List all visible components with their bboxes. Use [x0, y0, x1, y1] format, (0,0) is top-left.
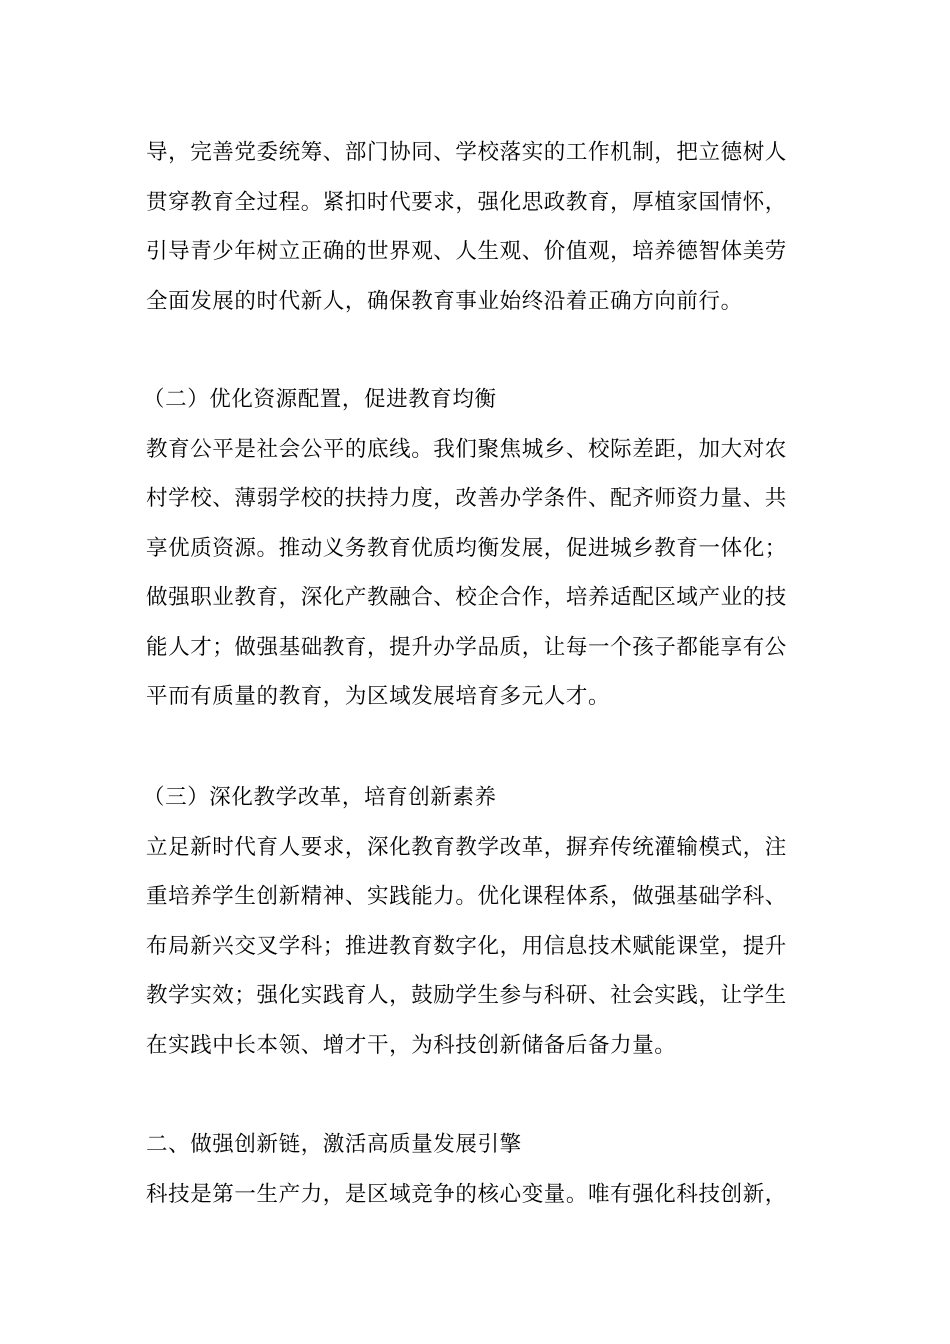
paragraph-line: 村学校、薄弱学校的扶持力度，改善办学条件、配齐师资力量、共	[146, 486, 787, 511]
section-resource-allocation	[143, 375, 816, 722]
paragraph-line: 全面发展的时代新人，确保教育事业始终沿着正确方向前行。	[146, 288, 743, 314]
chapter-innovation-chain	[146, 1120, 816, 1219]
paragraph-education-mechanism	[146, 128, 816, 326]
paragraph-line: 享优质资源。推动义务教育优质均衡发展，促进城乡教育一体化；	[146, 535, 787, 561]
paragraph-line: 教育公平是社会公平的底线。我们聚焦城乡、校际差距，加大对农	[146, 436, 787, 462]
section-heading: （二）优化资源配置，促进教育均衡	[143, 387, 497, 412]
paragraph-line: 在实践中长本领、增才干，为科技创新储备后备力量。	[146, 1032, 677, 1058]
paragraph-line: 科技是第一生产力，是区域竞争的核心变量。唯有强化科技创新，	[146, 1181, 787, 1207]
paragraph-line: 教学实效；强化实践育人，鼓励学生参与科研、社会实践，让学生	[146, 983, 787, 1008]
paragraph-line: 布局新兴交叉学科；推进教育数字化，用信息技术赋能课堂，提升	[146, 933, 787, 959]
section-heading: （三）深化教学改革，培育创新素养	[143, 785, 497, 810]
paragraph-line: 导，完善党委统筹、部门协同、学校落实的工作机制，把立德树人	[146, 140, 787, 165]
paragraph-line: 贯穿教育全过程。紧扣时代要求，强化思政教育，厚植家国情怀，	[146, 189, 787, 215]
paragraph-line: 能人才；做强基础教育，提升办学品质，让每一个孩子都能享有公	[146, 634, 787, 660]
paragraph-line: 平而有质量的教育，为区域发展培育多元人才。	[146, 684, 611, 709]
section-teaching-reform	[143, 773, 816, 1070]
chapter-heading: 二、做强创新链，激活高质量发展引擎	[146, 1132, 522, 1157]
paragraph-line: 立足新时代育人要求，深化教育教学改革，摒弃传统灌输模式，注	[146, 834, 787, 860]
paragraph-line: 做强职业教育，深化产教融合、校企合作，培养适配区域产业的技	[146, 585, 787, 610]
paragraph-line: 重培养学生创新精神、实践能力。优化课程体系，做强基础学科、	[146, 884, 787, 909]
paragraph-line: 引导青少年树立正确的世界观、人生观、价值观，培养德智体美劳	[146, 239, 787, 264]
